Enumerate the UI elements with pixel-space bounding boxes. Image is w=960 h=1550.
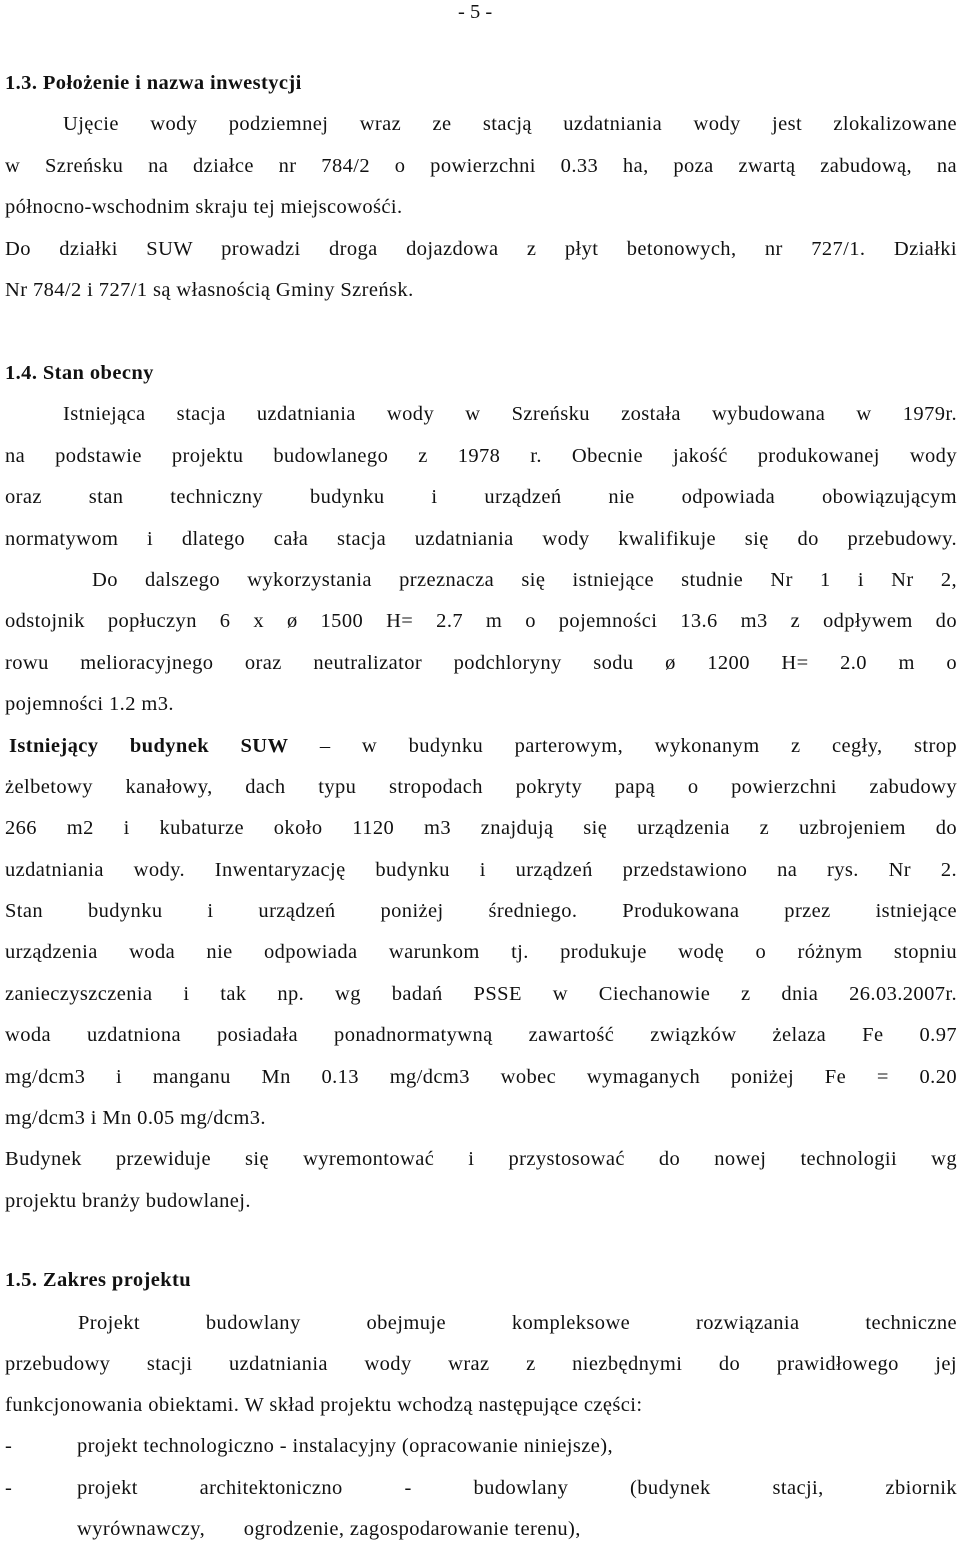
page-number: - 5 -: [458, 1, 493, 23]
paragraph-line: 266 m2 i kubaturze około 1120 m3 znajdują się urządzenia z uzbrojeniem do: [5, 817, 957, 839]
paragraph-line: normatywom i dlatego cała stacja uzdatniania wody kwalifikuje się do przebudowy.: [5, 528, 957, 550]
building-bold-label: Istniejący budynek SUW: [9, 735, 289, 757]
paragraph-line: na podstawie projektu budowlanego z 1978 r. Obecnie jakość produkowanej wody: [5, 445, 957, 467]
building-first-rest: – w budynku parterowym, wykonanym z cegły, strop: [288, 735, 957, 757]
paragraph-line: żelbetowy kanałowy, dach typu stropodach pokryty papą o powierzchni zabudowy: [5, 776, 957, 798]
paragraph-line: Do dalszego wykorzystania przeznacza się istniejące studnie Nr 1 i Nr 2,: [92, 569, 957, 591]
paragraph-line: mg/dcm3 i manganu Mn 0.13 mg/dcm3 wobec wymaganych poniżej Fe = 0.20: [5, 1066, 957, 1088]
paragraph-line: oraz stan techniczny budynku i urządzeń nie odpowiada obowiązującym: [5, 486, 957, 508]
paragraph-line: przebudowy stacji uzdatniania wody wraz z niezbędnymi do prawidłowego jej: [5, 1353, 957, 1375]
paragraph-line: Projekt budowlany obejmuje kompleksowe rozwiązania techniczne: [78, 1312, 957, 1334]
paragraph-line: w Szreńsku na działce nr 784/2 o powierzchni 0.33 ha, poza zwartą zabudową, na: [5, 155, 957, 177]
list-marker: -: [5, 1435, 13, 1457]
paragraph-line: funkcjonowania obiektami. W skład projektu wchodzą następujące części:: [5, 1394, 643, 1416]
section-heading-1-4: 1.4. Stan obecny: [5, 362, 154, 384]
paragraph-line: Stan budynku i urządzeń poniżej średniego. Produkowana przez istniejące: [5, 900, 957, 922]
list-item-text: projekt technologiczno - instalacyjny (opracowanie niniejsze),: [77, 1435, 613, 1457]
paragraph-line: rowu melioracyjnego oraz neutralizator podchloryny sodu ø 1200 H= 2.0 m o: [5, 652, 957, 674]
paragraph-line: pojemności 1.2 m3.: [5, 693, 174, 715]
paragraph-line: Ujęcie wody podziemnej wraz ze stacją uzdatniania wody jest zlokalizowane: [63, 113, 957, 135]
paragraph-line: Istniejąca stacja uzdatniania wody w Szreńsku została wybudowana w 1979r.: [63, 403, 957, 425]
list-item: [5, 1426, 613, 1467]
paragraph-line: północno-wschodnim skraju tej miejscowośći.: [5, 196, 403, 218]
paragraph-line: projektu branży budowlanej.: [5, 1190, 251, 1212]
list-item-text: projekt architektoniczno - budowlany (budynek stacji, zbiornik: [77, 1477, 957, 1499]
paragraph-line: Budynek przewiduje się wyremontować i przystosować do nowej technologii wg: [5, 1148, 957, 1170]
paragraph-line: zanieczyszczenia i tak np. wg badań PSSE w Ciechanowie z dnia 26.03.2007r.: [5, 983, 957, 1005]
paragraph-line: urządzenia woda nie odpowiada warunkom tj. produkuje wodę o różnym stopniu: [5, 941, 957, 963]
paragraph-line: odstojnik popłuczyn 6 x ø 1500 H= 2.7 m o pojemności 13.6 m3 z odpływem do: [5, 610, 957, 632]
paragraph-line: uzdatniania wody. Inwentaryzację budynku i urządzeń przedstawiono na rys. Nr 2.: [5, 859, 957, 881]
building-paragraph-first-line: [9, 726, 957, 767]
paragraph-line: Nr 784/2 i 727/1 są własnością Gminy Szreńsk.: [5, 279, 414, 301]
list-marker: -: [5, 1477, 13, 1499]
paragraph-line: woda uzdatniona posiadała ponadnormatywną zawartość związków żelaza Fe 0.97: [5, 1024, 957, 1046]
section-heading-1-3: 1.3. Położenie i nazwa inwestycji: [5, 72, 302, 94]
list-item-continuation: wyrównawczy, ogrodzenie, zagospodarowanie terenu),: [77, 1518, 581, 1540]
paragraph-line: Do działki SUW prowadzi droga dojazdowa z płyt betonowych, nr 727/1. Działki: [5, 238, 957, 260]
list-item: [5, 1468, 957, 1509]
section-heading-1-5: 1.5. Zakres projektu: [5, 1269, 192, 1291]
paragraph-line: mg/dcm3 i Mn 0.05 mg/dcm3.: [5, 1107, 266, 1129]
